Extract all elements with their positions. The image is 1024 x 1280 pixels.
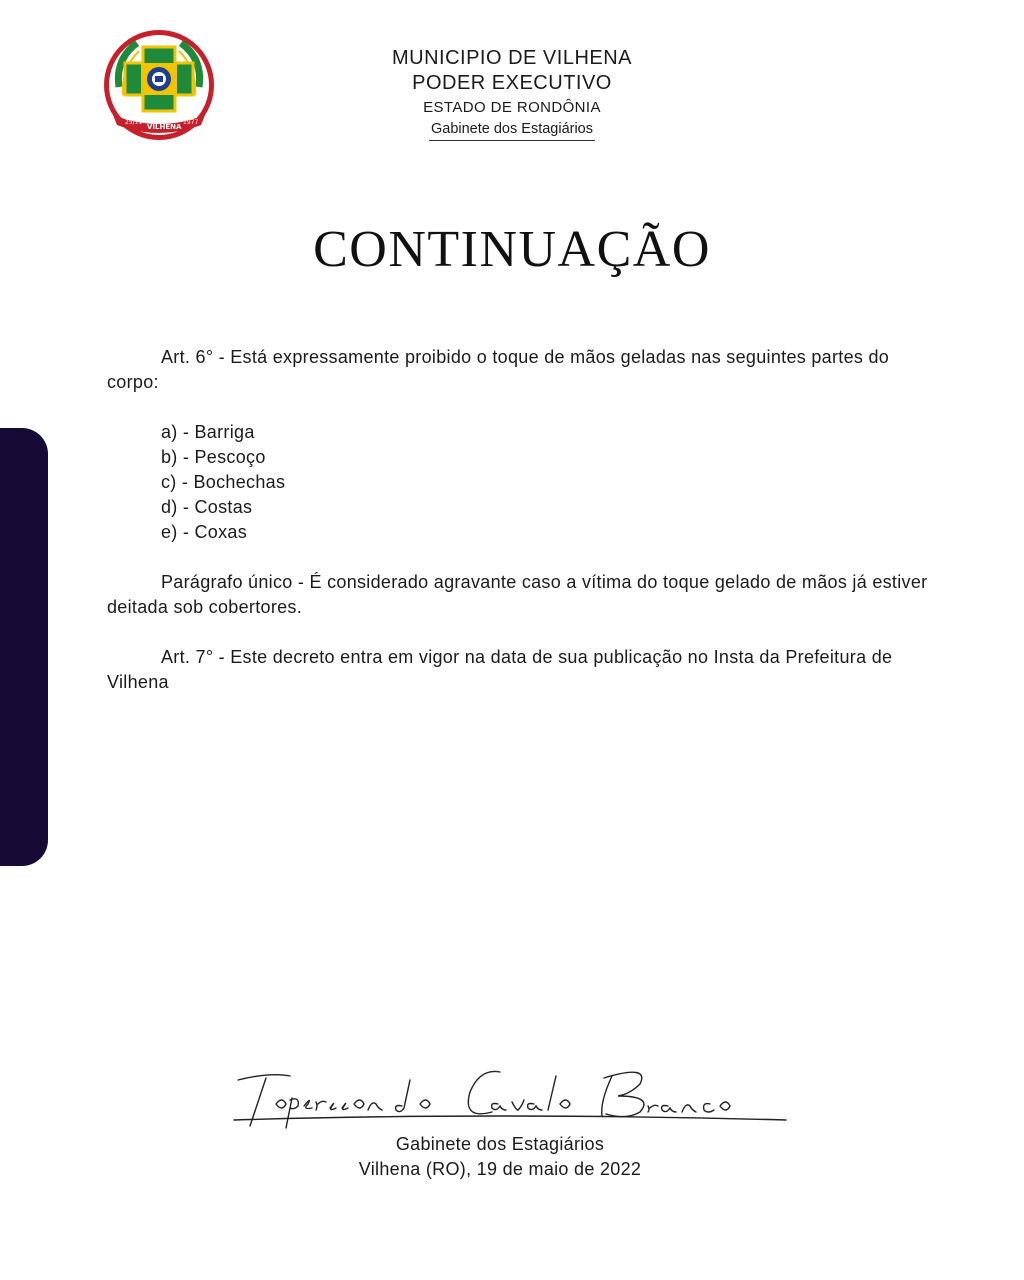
svg-text:Topersson do Cavalo Branco: Topersson do Cavalo Branco <box>230 1062 243 1063</box>
list-item: a) - Barriga <box>161 422 255 442</box>
svg-text:1977: 1977 <box>183 119 199 126</box>
article-7: Art. 7° - Este decreto entra em vigor na data de sua publicação no Insta da Prefeitura de Vilhena <box>107 647 893 692</box>
document-header <box>312 46 712 141</box>
article-6-intro: Art. 6° - Está expressamente proibido o toque de mãos geladas nas seguintes partes do corpo: <box>107 347 890 392</box>
signatory-office: Gabinete dos Estagiários <box>395 1134 605 1154</box>
list-item: b) - Pescoço <box>161 447 266 467</box>
list-item: d) - Costas <box>161 497 253 517</box>
header-state: ESTADO DE RONDÔNIA <box>423 99 601 116</box>
signature-block <box>0 1132 1000 1182</box>
municipal-seal-logo <box>103 29 215 141</box>
svg-text:25/11: 25/11 <box>125 119 143 126</box>
header-branch: PODER EXECUTIVO <box>412 72 612 94</box>
list-item: e) - Coxas <box>161 522 248 542</box>
svg-text:VILHENA: VILHENA <box>147 123 182 131</box>
header-municipality: MUNICIPIO DE VILHENA <box>391 47 633 69</box>
list-item: c) - Bochechas <box>161 472 286 492</box>
handwritten-signature <box>230 1062 790 1132</box>
body-part-list <box>107 420 937 545</box>
place-and-date: Vilhena (RO), 19 de maio de 2022 <box>358 1159 642 1179</box>
document-body <box>107 345 937 695</box>
document-title: CONTINUAÇÃO <box>313 221 711 278</box>
header-office: Gabinete dos Estagiários <box>429 119 595 141</box>
sole-paragraph: Parágrafo único - É considerado agravante caso a vítima do toque gelado de mãos já estiver deitada sob cobertores. <box>107 572 928 617</box>
side-tab <box>0 428 48 866</box>
